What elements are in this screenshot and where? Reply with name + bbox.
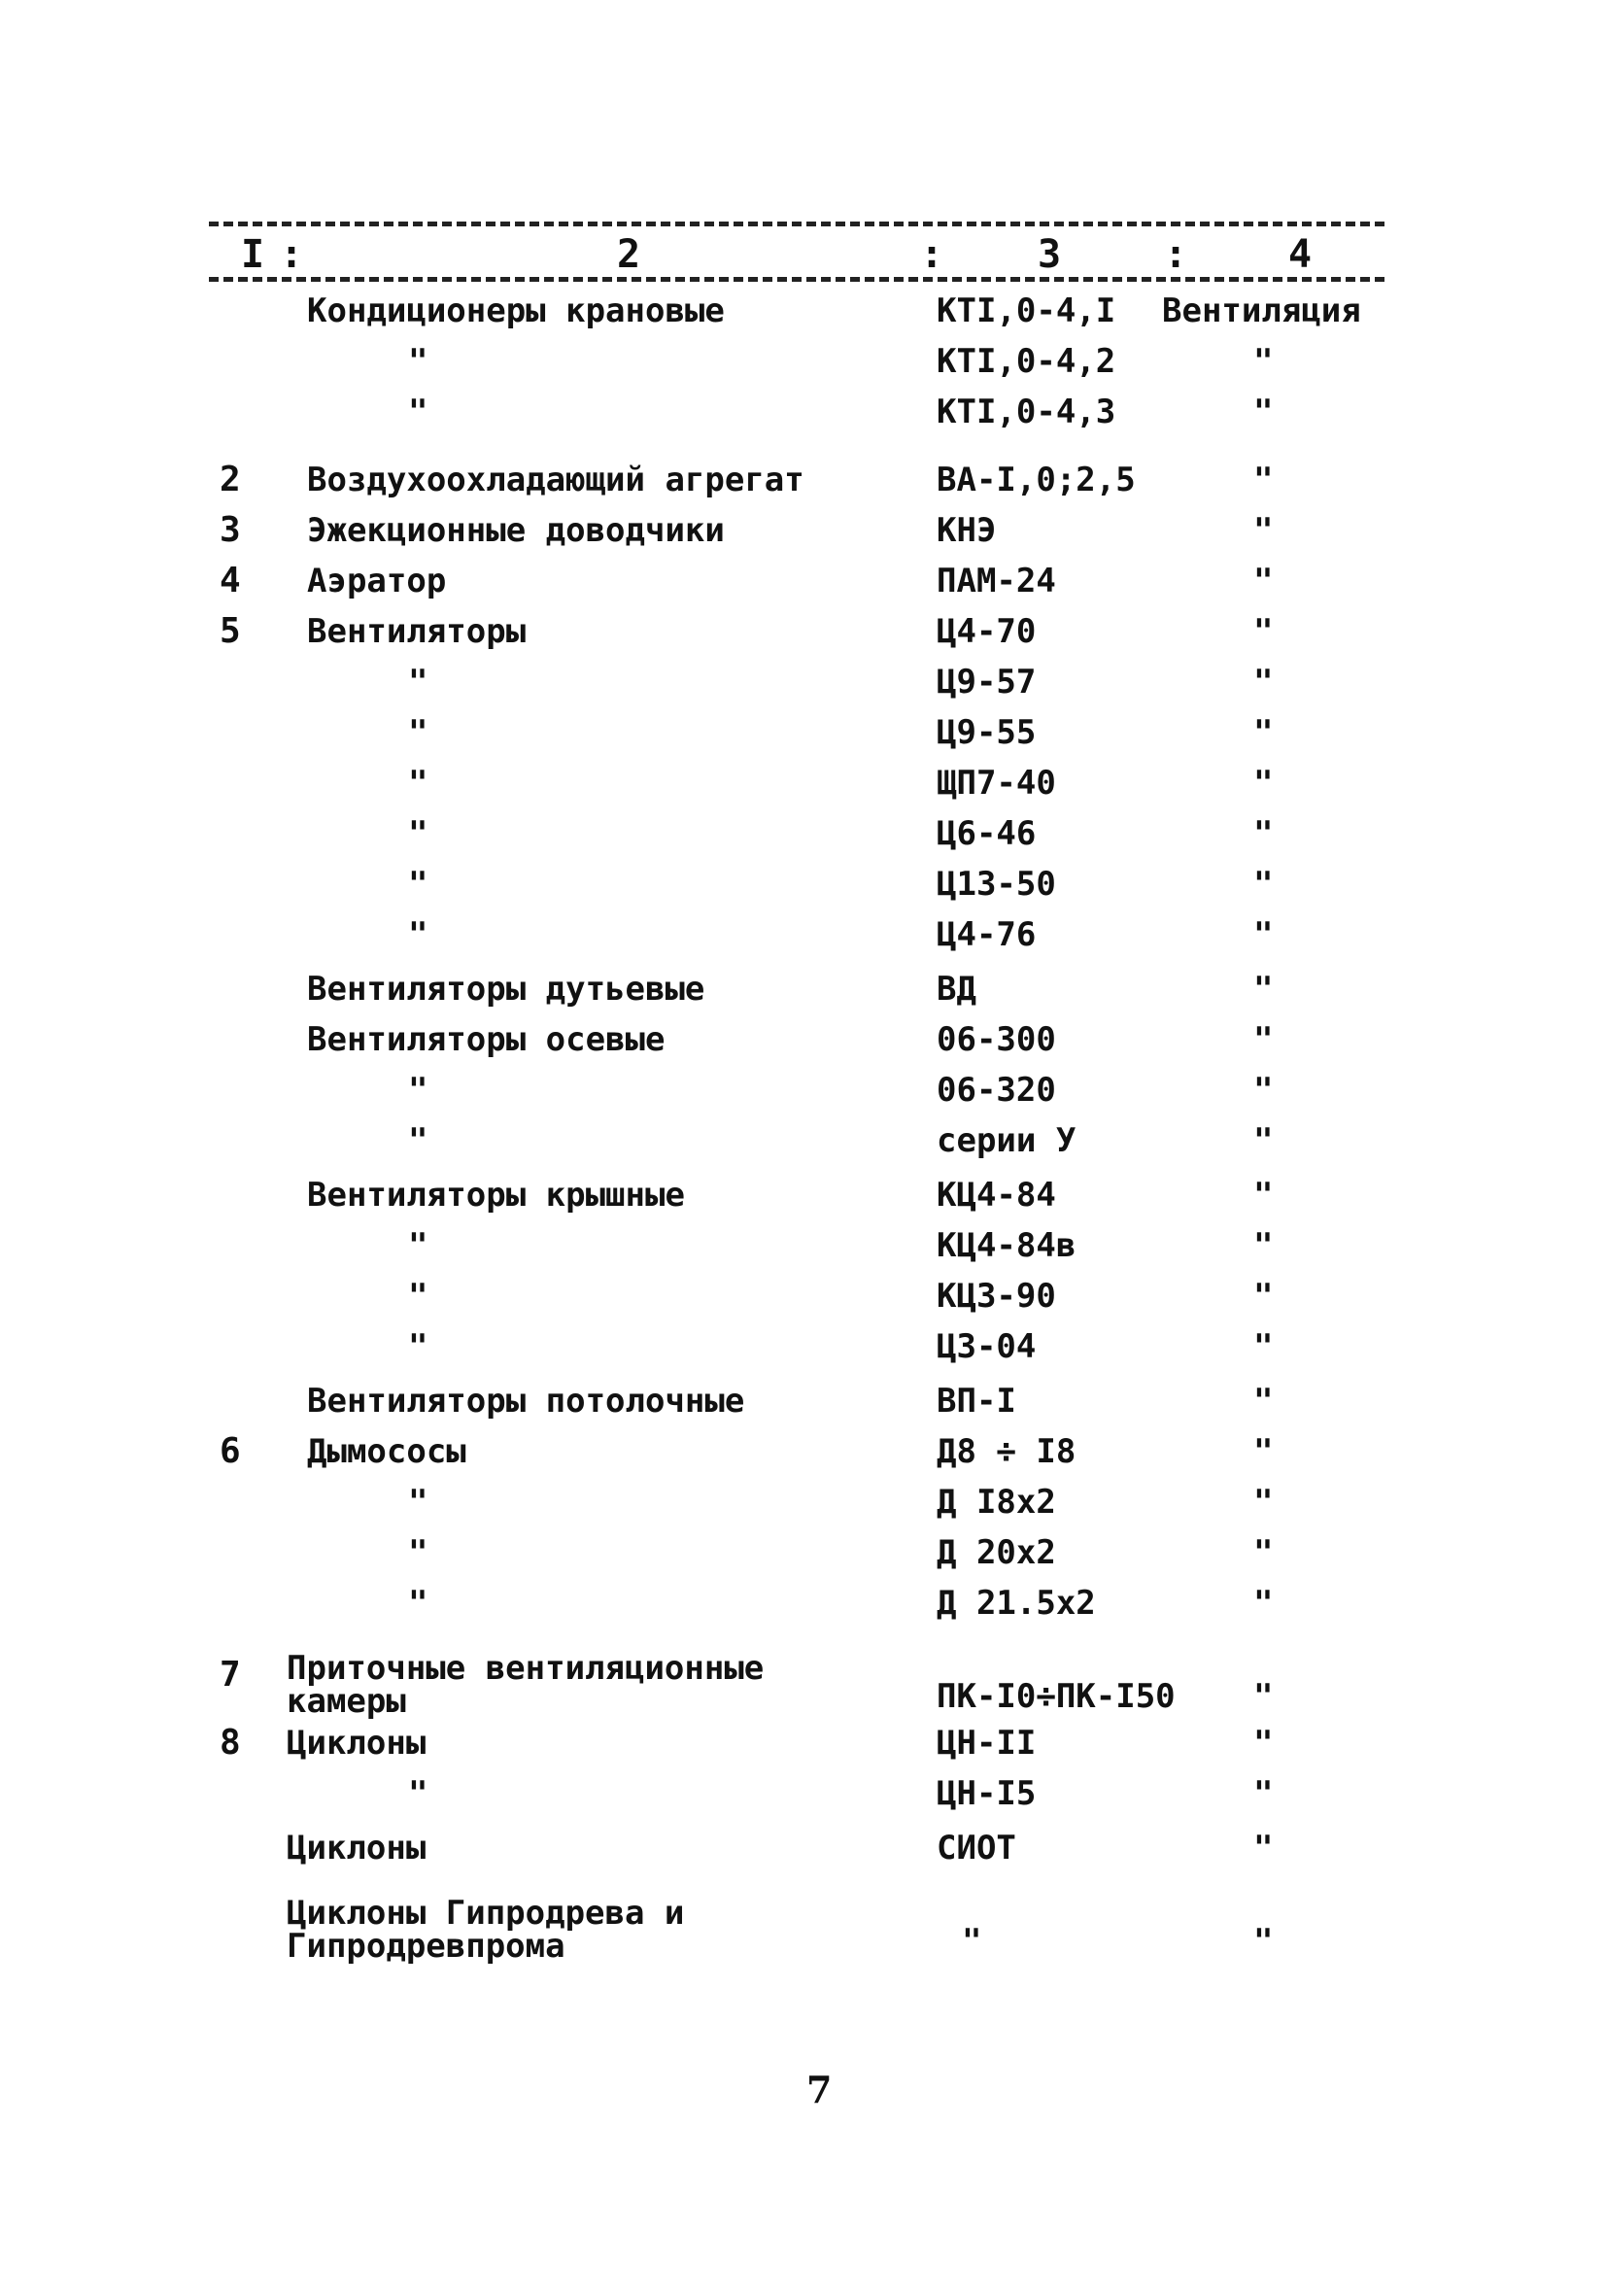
row-type: " bbox=[1253, 1382, 1274, 1421]
row-type: " bbox=[1253, 663, 1274, 702]
row-type: " bbox=[1253, 970, 1274, 1009]
top-dashed-rule bbox=[209, 222, 1384, 226]
row-type: " bbox=[1253, 1533, 1274, 1572]
row-type: " bbox=[1253, 1071, 1274, 1110]
row-model: КТI,0-4,2 bbox=[937, 342, 1116, 381]
row-name: " bbox=[408, 663, 428, 702]
row-name: Эжекционные доводчики bbox=[307, 511, 725, 550]
header-dashed-rule bbox=[209, 277, 1384, 282]
row-model: Д 20x2 bbox=[937, 1533, 1056, 1572]
table-row bbox=[0, 861, 1606, 908]
row-model: ЦН-II bbox=[937, 1724, 1037, 1763]
table-header-row bbox=[0, 233, 1606, 276]
row-name: Вентиляторы осевые bbox=[307, 1020, 666, 1059]
row-model: Ц9-57 bbox=[937, 663, 1037, 702]
table-row bbox=[0, 1172, 1606, 1218]
row-model: ВД bbox=[937, 970, 976, 1009]
row-type: " bbox=[1253, 1584, 1274, 1623]
row-model: Ц3-04 bbox=[937, 1327, 1037, 1366]
row-number: 5 bbox=[220, 611, 241, 651]
row-name: " bbox=[408, 1327, 428, 1366]
row-name: " bbox=[408, 393, 428, 431]
table-row bbox=[0, 389, 1606, 435]
row-name: Вентиляторы потолочные bbox=[307, 1382, 745, 1421]
row-type: " bbox=[1253, 1774, 1274, 1813]
row-type: " bbox=[1253, 1327, 1274, 1366]
row-type: " bbox=[1253, 865, 1274, 904]
row-type: " bbox=[1253, 814, 1274, 853]
row-number: 7 bbox=[220, 1655, 241, 1695]
row-type: " bbox=[1253, 915, 1274, 954]
row-model: Ц4-70 bbox=[937, 612, 1037, 651]
row-name: Аэратор bbox=[307, 562, 447, 600]
table-row bbox=[0, 1378, 1606, 1424]
table-row bbox=[0, 558, 1606, 604]
row-model: КНЭ bbox=[937, 511, 997, 550]
row-type: " bbox=[1253, 393, 1274, 431]
row-model: Ц6-46 bbox=[937, 814, 1037, 853]
table-row bbox=[0, 1720, 1606, 1766]
row-model: КТI,0-4,I bbox=[937, 291, 1116, 330]
row-type: " bbox=[1253, 612, 1274, 651]
row-name: Дымососы bbox=[307, 1432, 466, 1471]
table-row bbox=[0, 1323, 1606, 1370]
row-number: 4 bbox=[220, 561, 241, 600]
table-row bbox=[0, 1222, 1606, 1269]
table-row bbox=[0, 1770, 1606, 1817]
table-row bbox=[0, 1825, 1606, 1871]
row-type: " bbox=[1253, 511, 1274, 550]
row-model: ПАМ-24 bbox=[937, 562, 1056, 600]
table-row bbox=[0, 760, 1606, 806]
row-model: СИОТ bbox=[937, 1829, 1016, 1868]
table-row bbox=[0, 1649, 1606, 1721]
row-model: ЩП7-40 bbox=[937, 764, 1056, 803]
table-row bbox=[0, 709, 1606, 756]
row-type: " bbox=[1253, 1226, 1274, 1265]
row-model: ВА-I,0;2,5 bbox=[937, 461, 1136, 499]
row-type: " bbox=[1253, 1922, 1274, 1961]
table-row bbox=[0, 911, 1606, 958]
row-model: ПК-I0÷ПК-I50 bbox=[937, 1677, 1176, 1716]
row-model: " bbox=[962, 1922, 982, 1961]
row-name: " bbox=[408, 1533, 428, 1572]
row-name: Вентиляторы дутьевые bbox=[307, 970, 705, 1009]
table-row bbox=[0, 1067, 1606, 1114]
row-type: " bbox=[1253, 1277, 1274, 1316]
table-row bbox=[0, 1016, 1606, 1063]
row-name: " bbox=[408, 1584, 428, 1623]
row-name: " bbox=[408, 1071, 428, 1110]
row-model: ВП-I bbox=[937, 1382, 1016, 1421]
header-separator-2: : bbox=[920, 232, 944, 277]
table-row bbox=[0, 1117, 1606, 1164]
row-type: " bbox=[1253, 562, 1274, 600]
row-model: серии У bbox=[937, 1121, 1076, 1160]
header-separator-1: : bbox=[280, 232, 304, 277]
row-name: " bbox=[408, 1774, 428, 1813]
table-row bbox=[0, 1273, 1606, 1319]
row-type: " bbox=[1253, 764, 1274, 803]
row-model: КЦ4-84 bbox=[937, 1176, 1056, 1215]
row-model: Д I8x2 bbox=[937, 1483, 1056, 1522]
row-name: Циклоны bbox=[287, 1829, 427, 1868]
row-model: КТI,0-4,3 bbox=[937, 393, 1116, 431]
row-model: Ц9-55 bbox=[937, 713, 1037, 752]
table-row bbox=[0, 966, 1606, 1012]
page-number: 7 bbox=[806, 2068, 833, 2111]
row-name: Вентиляторы bbox=[307, 612, 527, 651]
row-name: " bbox=[408, 865, 428, 904]
row-name: Воздухоохладающий агрегат bbox=[307, 461, 804, 499]
row-model: Д 21.5x2 bbox=[937, 1584, 1096, 1623]
row-type: " bbox=[1253, 1483, 1274, 1522]
row-name: " bbox=[408, 1226, 428, 1265]
row-number: 6 bbox=[220, 1431, 241, 1471]
row-model: Д8 ÷ I8 bbox=[937, 1432, 1076, 1471]
table-row bbox=[0, 810, 1606, 857]
row-name: " bbox=[408, 342, 428, 381]
row-name: " bbox=[408, 764, 428, 803]
table-row bbox=[0, 1428, 1606, 1475]
row-model: Ц13-50 bbox=[937, 865, 1056, 904]
row-name: " bbox=[408, 915, 428, 954]
table-row bbox=[0, 659, 1606, 705]
table-row bbox=[0, 1479, 1606, 1525]
row-name: " bbox=[408, 1277, 428, 1316]
header-col-3: 3 bbox=[1038, 232, 1062, 277]
table-row bbox=[0, 338, 1606, 385]
table-row bbox=[0, 288, 1606, 334]
row-model: Ц4-76 bbox=[937, 915, 1037, 954]
row-model: КЦ4-84в bbox=[937, 1226, 1076, 1265]
row-type: " bbox=[1253, 713, 1274, 752]
header-col-4: 4 bbox=[1288, 232, 1313, 277]
header-col-1: I bbox=[241, 232, 265, 277]
row-type: " bbox=[1253, 1176, 1274, 1215]
table-row bbox=[0, 1529, 1606, 1576]
row-type: " bbox=[1253, 461, 1274, 499]
row-type: " bbox=[1253, 1121, 1274, 1160]
row-type: " bbox=[1253, 1724, 1274, 1763]
row-name: " bbox=[408, 1121, 428, 1160]
row-name: Циклоны bbox=[287, 1724, 427, 1763]
table-row bbox=[0, 1580, 1606, 1627]
header-separator-3: : bbox=[1164, 232, 1188, 277]
row-name: Вентиляторы крышные bbox=[307, 1176, 685, 1215]
row-name: Приточные вентиляционные камеры bbox=[287, 1649, 765, 1721]
table-row bbox=[0, 1894, 1606, 1966]
table-row bbox=[0, 457, 1606, 503]
row-model: 06-320 bbox=[937, 1071, 1056, 1110]
header-col-2: 2 bbox=[617, 232, 641, 277]
row-number: 8 bbox=[220, 1723, 241, 1763]
row-number: 2 bbox=[220, 460, 241, 499]
row-type: " bbox=[1253, 1677, 1274, 1716]
row-name: Кондиционеры крановые bbox=[307, 291, 725, 330]
row-number: 3 bbox=[220, 510, 241, 550]
row-model: КЦ3-90 bbox=[937, 1277, 1056, 1316]
row-type: " bbox=[1253, 1432, 1274, 1471]
row-name: " bbox=[408, 1483, 428, 1522]
row-type: " bbox=[1253, 1829, 1274, 1868]
row-type: " bbox=[1253, 342, 1274, 381]
row-name: Циклоны Гипродрева и Гипродревпрома bbox=[287, 1894, 685, 1966]
row-name: " bbox=[408, 814, 428, 853]
table-row bbox=[0, 608, 1606, 655]
row-type: " bbox=[1253, 1020, 1274, 1059]
row-model: ЦН-I5 bbox=[937, 1774, 1037, 1813]
row-name: " bbox=[408, 713, 428, 752]
row-model: 06-300 bbox=[937, 1020, 1056, 1059]
table-row bbox=[0, 507, 1606, 554]
row-type: Вентиляция bbox=[1162, 291, 1361, 330]
